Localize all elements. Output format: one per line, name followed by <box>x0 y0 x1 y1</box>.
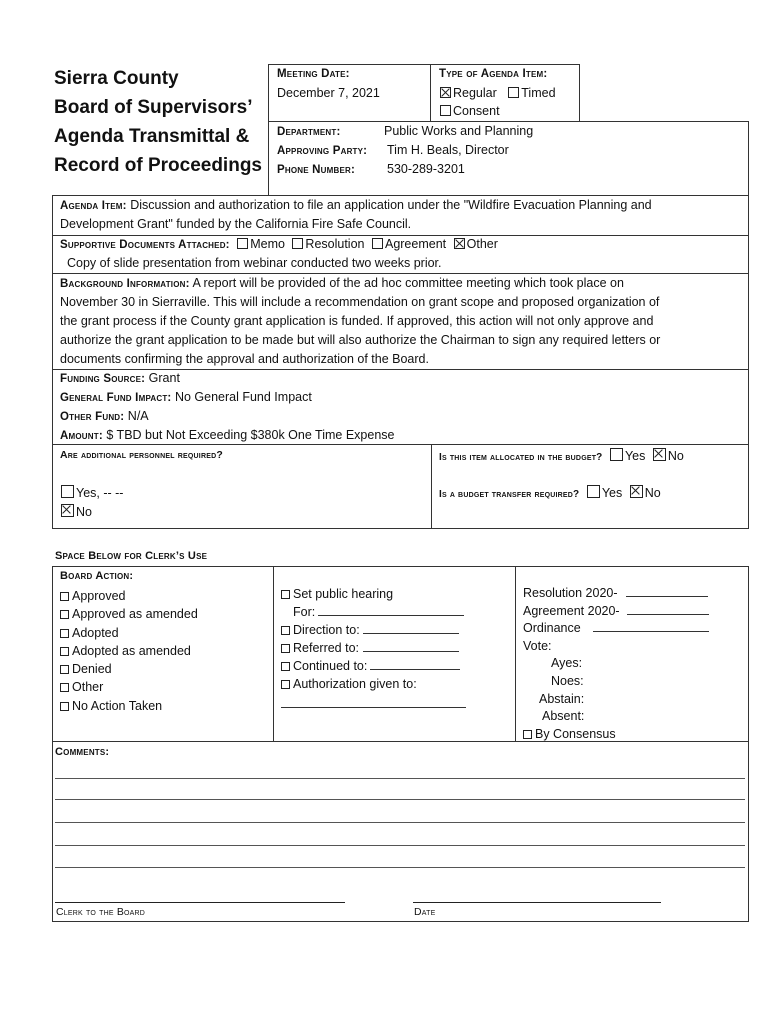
agenda-item-text-1: Discussion and authorization to file an application under the "Wildfire Evacuation Planning and <box>130 198 652 212</box>
phone-label: Phone Number: <box>277 164 356 176</box>
action-label: Approved <box>72 589 126 603</box>
other-fund-label: Other Fund: <box>60 411 125 423</box>
ordinance-row[interactable] <box>523 620 709 638</box>
action-approved[interactable] <box>60 587 198 605</box>
approved-as-amended-checkbox[interactable] <box>60 610 69 619</box>
for-row[interactable] <box>281 603 466 621</box>
timed-checkbox[interactable] <box>508 87 519 98</box>
memo-label: Memo <box>250 237 285 251</box>
personnel-label: Are additional personnel required? <box>60 449 223 461</box>
funding-source-value[interactable]: Grant <box>148 371 180 385</box>
authorization-label: Authorization given to: <box>293 677 417 691</box>
action-label: Adopted as amended <box>72 643 191 658</box>
regular-checkbox[interactable] <box>440 87 451 98</box>
personnel-no-label: No <box>76 505 92 519</box>
vote-label: Vote: <box>523 638 552 653</box>
background-text-2: November 30 in Sierraville. This will include a recommendation on grant scope and proposed organization of <box>60 295 660 309</box>
personnel-yes-checkbox[interactable] <box>61 485 74 498</box>
ordinance-field[interactable] <box>593 631 709 632</box>
background-label: Background Information: <box>60 278 190 290</box>
supportive-note: Copy of slide presentation from webinar conducted two weeks prior. <box>67 256 442 270</box>
general-fund-value[interactable]: No General Fund Impact <box>174 390 312 404</box>
comments-label: Comments: <box>55 746 110 758</box>
background-text-3: the grant process if the County grant application is funded. If approved, this action will not only approve and <box>60 314 654 328</box>
resolution-row[interactable] <box>523 585 709 603</box>
absent-label: Absent: <box>542 709 585 724</box>
phone-value[interactable]: 530-289-3201 <box>387 162 465 176</box>
continued-to-field[interactable] <box>370 669 460 670</box>
memo-checkbox[interactable] <box>237 238 248 249</box>
action-adopted-as-amended[interactable] <box>60 642 198 660</box>
general-fund-row <box>60 390 312 404</box>
amount-value[interactable]: $ TBD but Not Exceeding $380k One Time Expense <box>106 428 395 442</box>
ordinance-label: Ordinance <box>523 621 581 636</box>
action-no-action-taken[interactable] <box>60 697 198 715</box>
set-public-hearing-checkbox[interactable] <box>281 590 290 599</box>
background-line-1 <box>60 276 624 290</box>
set-public-hearing[interactable] <box>281 585 466 603</box>
agenda-item-line-1 <box>60 198 652 212</box>
divider <box>52 444 749 445</box>
board-action-list <box>60 587 198 715</box>
other-fund-value[interactable]: N/A <box>127 409 149 423</box>
background-text-1: A report will be provided of the ad hoc committee meeting which took place on <box>192 276 624 290</box>
action-denied[interactable] <box>60 660 198 678</box>
board-action-label: Board Action: <box>60 570 134 582</box>
transfer-yes-checkbox[interactable] <box>587 485 600 498</box>
set-public-hearing-label: Set public hearing <box>293 587 394 601</box>
date-label: Date <box>414 906 436 918</box>
authorization-checkbox[interactable] <box>281 680 290 689</box>
action-other[interactable] <box>60 678 198 696</box>
personnel-yes-label: Yes, -- -- <box>76 486 124 500</box>
direction-to-checkbox[interactable] <box>281 626 290 635</box>
clerk-use-label: Space Below for Clerk’s Use <box>55 550 208 562</box>
referred-to[interactable] <box>281 639 466 657</box>
direction-to[interactable] <box>281 621 466 639</box>
divider <box>52 273 749 274</box>
resolution-number-field[interactable] <box>626 596 708 597</box>
budget-allocated-label: Is this item allocated in the budget? <box>439 452 603 463</box>
consent-label: Consent <box>453 104 500 118</box>
amount-label: Amount: <box>60 430 103 442</box>
agenda-item-text-2: Development Grant" funded by the California Fire Safe Council. <box>60 217 412 231</box>
transfer-yes-label: Yes <box>601 486 623 500</box>
supportive-documents-label: Supportive Documents Attached: <box>60 239 230 251</box>
comment-line[interactable] <box>55 822 745 823</box>
background-text-5: documents confirming the approval and authorization of the Board. <box>60 352 429 366</box>
funding-source-row <box>60 371 180 385</box>
budget-yes-label: Yes <box>624 449 646 463</box>
amount-row <box>60 428 395 442</box>
adopted-as-amended-checkbox[interactable] <box>60 647 69 656</box>
title-line-3: Agenda Transmittal & <box>54 126 250 147</box>
other-checkbox[interactable] <box>454 238 465 249</box>
date-signature-line[interactable] <box>413 902 661 903</box>
for-field[interactable] <box>318 615 464 616</box>
transfer-no-label: No <box>644 486 661 500</box>
action-approved-as-amended[interactable] <box>60 605 198 623</box>
noes-label: Noes: <box>551 673 584 688</box>
comment-line[interactable] <box>55 778 745 779</box>
ayes-label: Ayes: <box>551 656 583 671</box>
funding-source-label: Funding Source: <box>60 373 146 385</box>
no-action-checkbox[interactable] <box>60 702 69 711</box>
divider <box>52 235 749 236</box>
background-text-4: authorize the grant application to be made but will also authorize the Chairman to sign any required letters or <box>60 333 661 347</box>
agenda-item-label: Agenda Item: <box>60 200 127 212</box>
title-line-1: Sierra County <box>54 68 179 89</box>
budget-yes-checkbox[interactable] <box>610 448 623 461</box>
type-regular-option[interactable] <box>440 86 556 100</box>
divider <box>52 369 749 370</box>
divider <box>431 444 432 529</box>
referred-to-checkbox[interactable] <box>281 644 290 653</box>
agenda-type-label: Type of Agenda Item: <box>439 68 548 80</box>
referred-to-label: Referred to: <box>293 641 360 655</box>
form-title <box>54 64 262 180</box>
authorization-field[interactable] <box>281 693 466 708</box>
approved-checkbox[interactable] <box>60 592 69 601</box>
action-label: Adopted <box>72 625 119 640</box>
meeting-date-label: Meeting Date: <box>277 68 350 80</box>
comment-line[interactable] <box>55 799 745 800</box>
comment-line[interactable] <box>55 867 745 868</box>
comment-line[interactable] <box>55 845 745 846</box>
resolution-checkbox[interactable] <box>292 238 303 249</box>
abstain-label: Abstain: <box>539 691 585 706</box>
transfer-no-checkbox[interactable] <box>630 485 643 498</box>
personnel-no-checkbox[interactable] <box>61 504 74 517</box>
title-line-2: Board of Supervisors’ <box>54 97 253 118</box>
action-label: Denied <box>72 662 112 677</box>
title-line-4: Record of Proceedings <box>54 155 262 176</box>
direction-to-field[interactable] <box>363 633 459 634</box>
resolution-label: Resolution <box>305 237 365 251</box>
divider <box>273 566 274 742</box>
budget-no-checkbox[interactable] <box>653 448 666 461</box>
approving-party-value[interactable]: Tim H. Beals, Director <box>387 143 509 157</box>
divider <box>515 566 516 742</box>
adopted-checkbox[interactable] <box>60 629 69 638</box>
department-label: Department: <box>277 126 341 138</box>
action-adopted[interactable] <box>60 624 198 642</box>
other-action-checkbox[interactable] <box>60 683 69 692</box>
resolution-number-label: Resolution 2020- <box>523 586 618 600</box>
by-consensus[interactable] <box>523 726 709 744</box>
budget-no-label: No <box>667 449 684 463</box>
regular-label: Regular <box>453 86 497 100</box>
budget-allocated-row <box>439 448 684 463</box>
record-column <box>523 585 709 743</box>
by-consensus-checkbox[interactable] <box>523 730 532 739</box>
agreement-number-label: Agreement 2020- <box>523 603 620 618</box>
supportive-documents-row <box>60 237 498 251</box>
continued-to[interactable] <box>281 657 466 675</box>
hearing-column <box>281 585 466 708</box>
other-label: Other <box>466 237 498 251</box>
personnel-no-option[interactable] <box>61 504 92 519</box>
timed-label: Timed <box>521 86 556 100</box>
budget-transfer-row <box>439 485 661 500</box>
personnel-yes-option[interactable] <box>61 485 123 500</box>
direction-to-label: Direction to: <box>293 623 360 637</box>
other-fund-row <box>60 409 149 423</box>
type-consent-option[interactable] <box>440 104 500 118</box>
action-label: Other <box>72 680 104 695</box>
by-consensus-label: By Consensus <box>535 726 616 741</box>
budget-transfer-label: Is a budget transfer required? <box>439 489 580 500</box>
continued-to-label: Continued to: <box>293 659 368 673</box>
action-label: Approved as amended <box>72 607 198 622</box>
clerk-signature-line[interactable] <box>55 902 345 903</box>
denied-checkbox[interactable] <box>60 665 69 674</box>
agreement-row[interactable] <box>523 603 709 621</box>
consent-checkbox[interactable] <box>440 105 451 116</box>
approving-party-label: Approving Party: <box>277 145 368 157</box>
clerk-to-board-label: Clerk to the Board <box>56 906 146 918</box>
for-label: For: <box>293 605 316 619</box>
referred-to-field[interactable] <box>363 651 459 652</box>
action-label: No Action Taken <box>72 698 163 713</box>
agreement-label: Agreement <box>384 237 447 251</box>
agreement-checkbox[interactable] <box>372 238 383 249</box>
agreement-number-field[interactable] <box>627 614 709 615</box>
general-fund-label: General Fund Impact: <box>60 392 172 404</box>
meeting-date-value[interactable]: December 7, 2021 <box>277 86 380 100</box>
department-value[interactable]: Public Works and Planning <box>384 124 534 138</box>
continued-to-checkbox[interactable] <box>281 662 290 671</box>
authorization-given-to[interactable] <box>281 675 466 693</box>
